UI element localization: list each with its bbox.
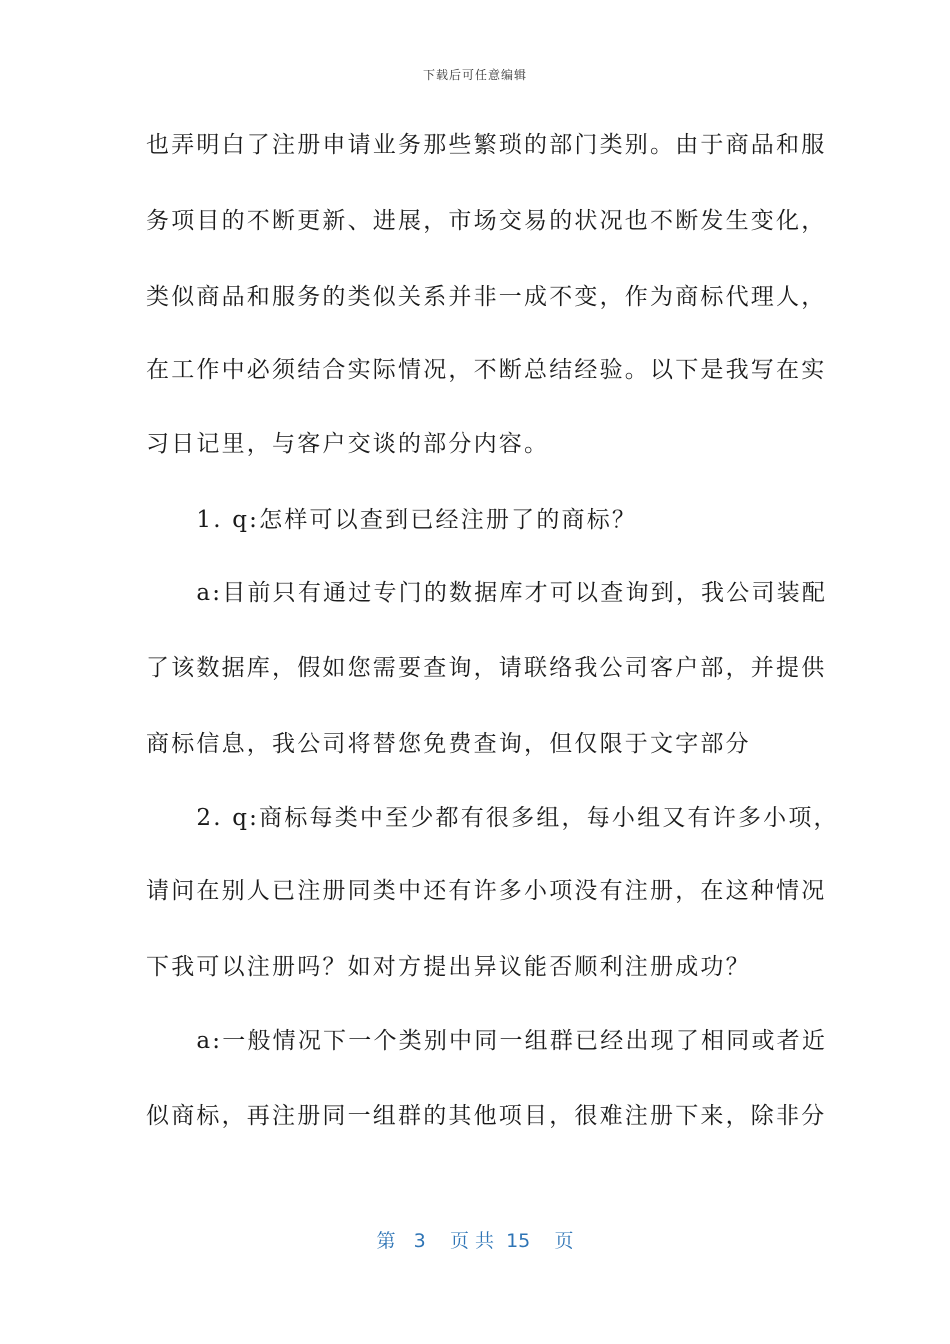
body-line: a:目前只有通过专门的数据库才可以查询到，我公司装配	[146, 580, 828, 606]
body-line: 类似商品和服务的类似关系并非一成不变，作为商标代理人，	[146, 284, 827, 310]
footer-middle: 页 共	[449, 1230, 494, 1252]
footer-suffix: 页	[554, 1230, 574, 1252]
page-header: 下载后可任意编辑	[422, 68, 527, 82]
body-line: 习日记里，与客户交谈的部分内容。	[146, 431, 550, 457]
page-footer	[0, 1226, 950, 1253]
body-line: 也弄明白了注册申请业务那些繁琐的部门类别。由于商品和服	[146, 132, 827, 158]
body-line: 2. q:商标每类中至少都有很多组，每小组又有许多小项，	[146, 805, 839, 831]
body-line: 商标信息，我公司将替您免费查询，但仅限于文字部分	[146, 731, 751, 757]
body-line: 似商标，再注册同一组群的其他项目，很难注册下来，除非分	[146, 1103, 827, 1129]
body-line: 在工作中必须结合实际情况，不断总结经验。以下是我写在实	[146, 357, 827, 383]
body-line: 1. q:怎样可以查到已经注册了的商标？	[146, 507, 638, 533]
body-line: 请问在别人已注册同类中还有许多小项没有注册，在这种情况	[146, 878, 827, 904]
body-line: 了该数据库，假如您需要查询，请联络我公司客户部，并提供	[146, 655, 827, 681]
body-line: 下我可以注册吗？如对方提出异议能否顺利注册成功？	[146, 954, 751, 980]
total-pages-number: 15	[506, 1230, 531, 1252]
body-line: 务项目的不断更新、进展，市场交易的状况也不断发生变化，	[146, 208, 827, 234]
body-line: a:一般情况下一个类别中同一组群已经出现了相同或者近	[146, 1028, 828, 1054]
current-page-number: 3	[413, 1230, 426, 1252]
footer-prefix: 第	[376, 1230, 396, 1252]
